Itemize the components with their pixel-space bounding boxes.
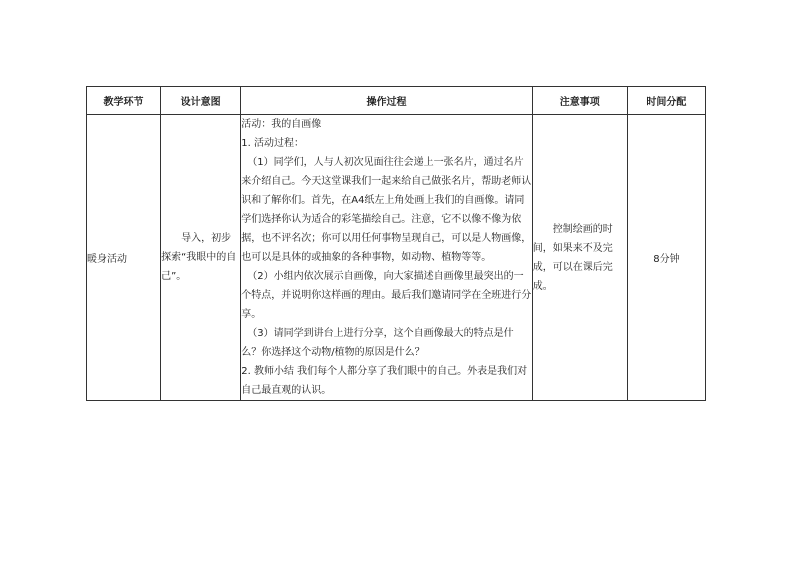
cell-time: 8分钟 xyxy=(627,115,705,401)
header-stage: 教学环节 xyxy=(87,87,161,115)
header-process: 操作过程 xyxy=(241,87,532,115)
table-header-row xyxy=(87,87,706,115)
process-step-1: （1）同学们，人与人初次见面往往会递上一张名片，通过名片来介绍自己。今天这堂课我们一起来给自己做张名片，帮助老师认识和了解你们。首先，在A4纸左上角处画上我们的自画像。请同学们选择你认为适合的彩笔描绘自己。注意，它不以像不像为依据，也不评名次；你可以用任何事物呈现自己，可以是人物画像，也可以是具体的或抽象的各种事物，如动物、植物等等。 xyxy=(241,157,532,263)
intent-text: 导入，初步探索“我眼中的自己”。 xyxy=(161,233,237,282)
cell-intent xyxy=(161,115,241,401)
notes-text: 控制绘画的时间，如果来不及完成，可以在课后完成。 xyxy=(532,223,613,292)
process-summary: 2. 教师小结 我们每个人都分享了我们眼中的自己。外表是我们对自己最直观的认识。 xyxy=(241,366,528,396)
lesson-plan-table xyxy=(86,86,706,401)
process-step-heading: 1. 活动过程： xyxy=(241,138,304,149)
header-intent: 设计意图 xyxy=(161,87,241,115)
process-step-2: （2）小组内依次展示自画像，向大家描述自画像里最突出的一个特点，并说明你这样画的理由。最后我们邀请同学在全班进行分享。 xyxy=(241,271,532,320)
table-row xyxy=(87,115,706,401)
cell-notes xyxy=(532,115,627,401)
cell-stage: 暖身活动 xyxy=(87,115,161,401)
header-notes: 注意事项 xyxy=(532,87,627,115)
header-time: 时间分配 xyxy=(627,87,705,115)
process-activity-title: 活动：我的自画像 xyxy=(241,119,322,130)
cell-process xyxy=(241,115,532,401)
process-step-3: （3）请同学到讲台上进行分享，这个自画像最大的特点是什么？你选择这个动物/植物的原因是什么？ xyxy=(241,328,514,358)
